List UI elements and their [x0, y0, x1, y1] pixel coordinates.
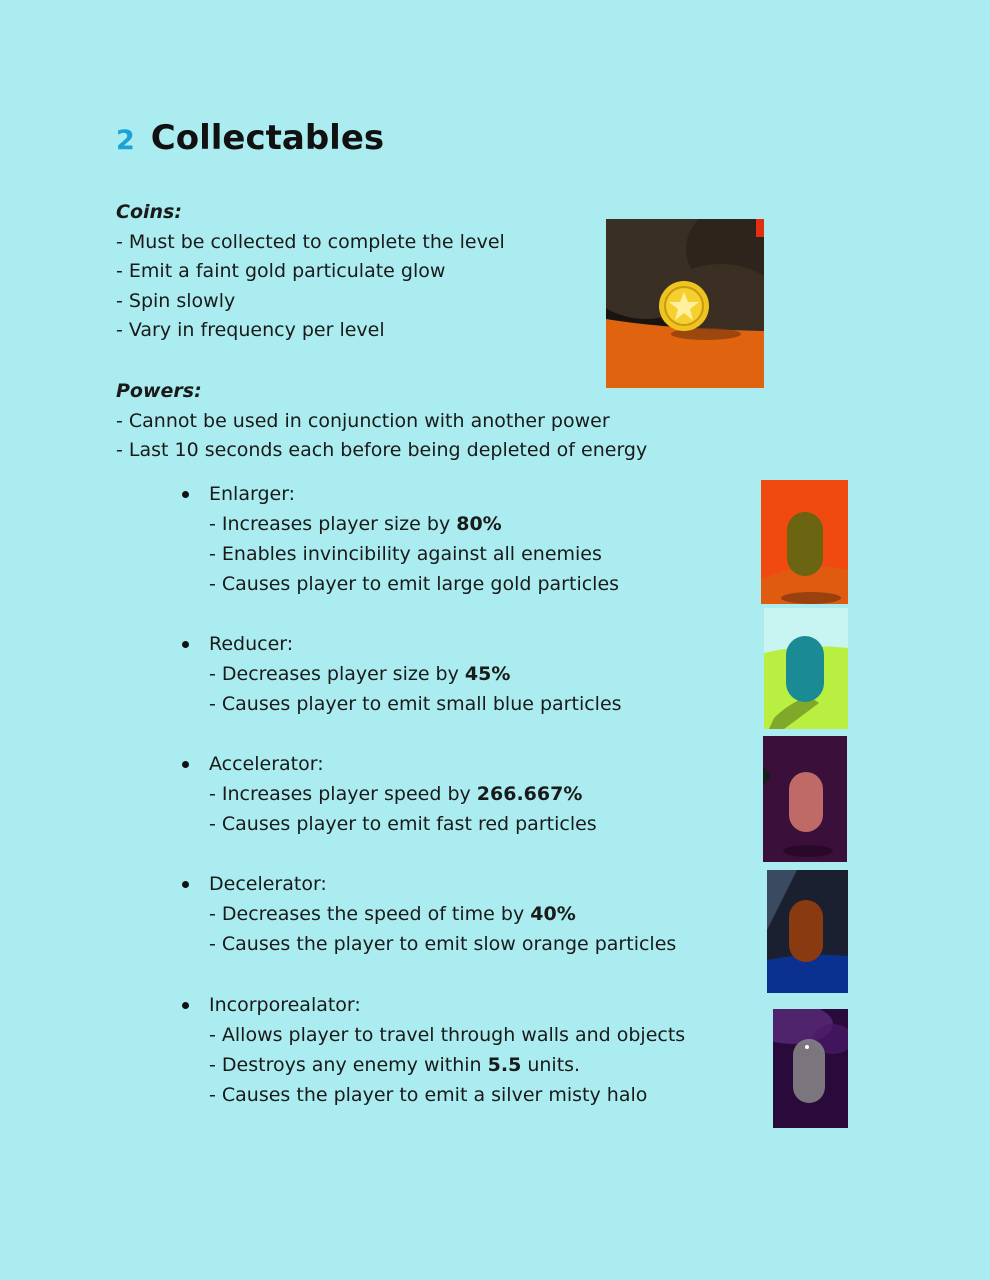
power-name: Accelerator:	[180, 749, 597, 779]
coins-section	[116, 198, 505, 346]
coins-item: - Spin slowly	[116, 289, 236, 312]
incorporealator-screenshot	[773, 1009, 848, 1128]
section-heading	[116, 118, 384, 158]
powers-title: Powers:	[116, 380, 202, 402]
power-line: - Causes player to emit fast red particles	[209, 813, 597, 835]
power-line: - Destroys any enemy within 5.5 units.	[209, 1054, 581, 1076]
power-line: - Causes the player to emit a silver misty halo	[209, 1084, 648, 1106]
powers-item: - Last 10 seconds each before being depleted of energy	[116, 439, 648, 462]
accelerator-screenshot	[763, 736, 847, 862]
power-line: - Causes player to emit large gold particles	[209, 573, 620, 595]
power-name: Incorporealator:	[180, 990, 685, 1020]
power-line: - Increases player speed by 266.667%	[209, 783, 583, 805]
power-accelerator	[180, 749, 597, 839]
coins-item: - Must be collected to complete the level	[116, 230, 505, 253]
power-decelerator	[180, 869, 676, 959]
incorporealator-capsule-icon	[793, 1039, 825, 1103]
decelerator-capsule-icon	[789, 900, 823, 962]
powers-section	[116, 377, 647, 466]
power-reducer	[180, 629, 622, 719]
power-line: - Decreases player size by 45%	[209, 663, 511, 685]
accelerator-capsule-icon	[789, 772, 823, 832]
section-title: Collectables	[150, 118, 385, 158]
coins-title: Coins:	[116, 201, 182, 223]
power-line: - Decreases the speed of time by 40%	[209, 903, 576, 925]
power-incorporealator	[180, 990, 685, 1110]
coins-item: - Vary in frequency per level	[116, 319, 385, 342]
enlarger-screenshot	[761, 480, 848, 604]
coin-screenshot	[606, 219, 764, 388]
coins-item: - Emit a faint gold particulate glow	[116, 260, 446, 283]
power-line: - Causes the player to emit slow orange particles	[209, 933, 677, 955]
section-number: 2	[116, 125, 135, 156]
power-name: Reducer:	[180, 629, 622, 659]
power-enlarger	[180, 479, 619, 599]
power-line: - Enables invincibility against all enemies	[209, 543, 602, 565]
power-line: - Allows player to travel through walls and objects	[209, 1024, 686, 1046]
enlarger-capsule-icon	[787, 512, 823, 576]
reducer-screenshot	[764, 608, 848, 729]
power-line: - Increases player size by 80%	[209, 513, 502, 535]
power-line: - Causes player to emit small blue particles	[209, 693, 622, 715]
power-name: Decelerator:	[180, 869, 676, 899]
powers-item: - Cannot be used in conjunction with another power	[116, 409, 610, 432]
power-name: Enlarger:	[180, 479, 619, 509]
reducer-capsule-icon	[786, 636, 824, 702]
decelerator-screenshot	[767, 870, 848, 993]
